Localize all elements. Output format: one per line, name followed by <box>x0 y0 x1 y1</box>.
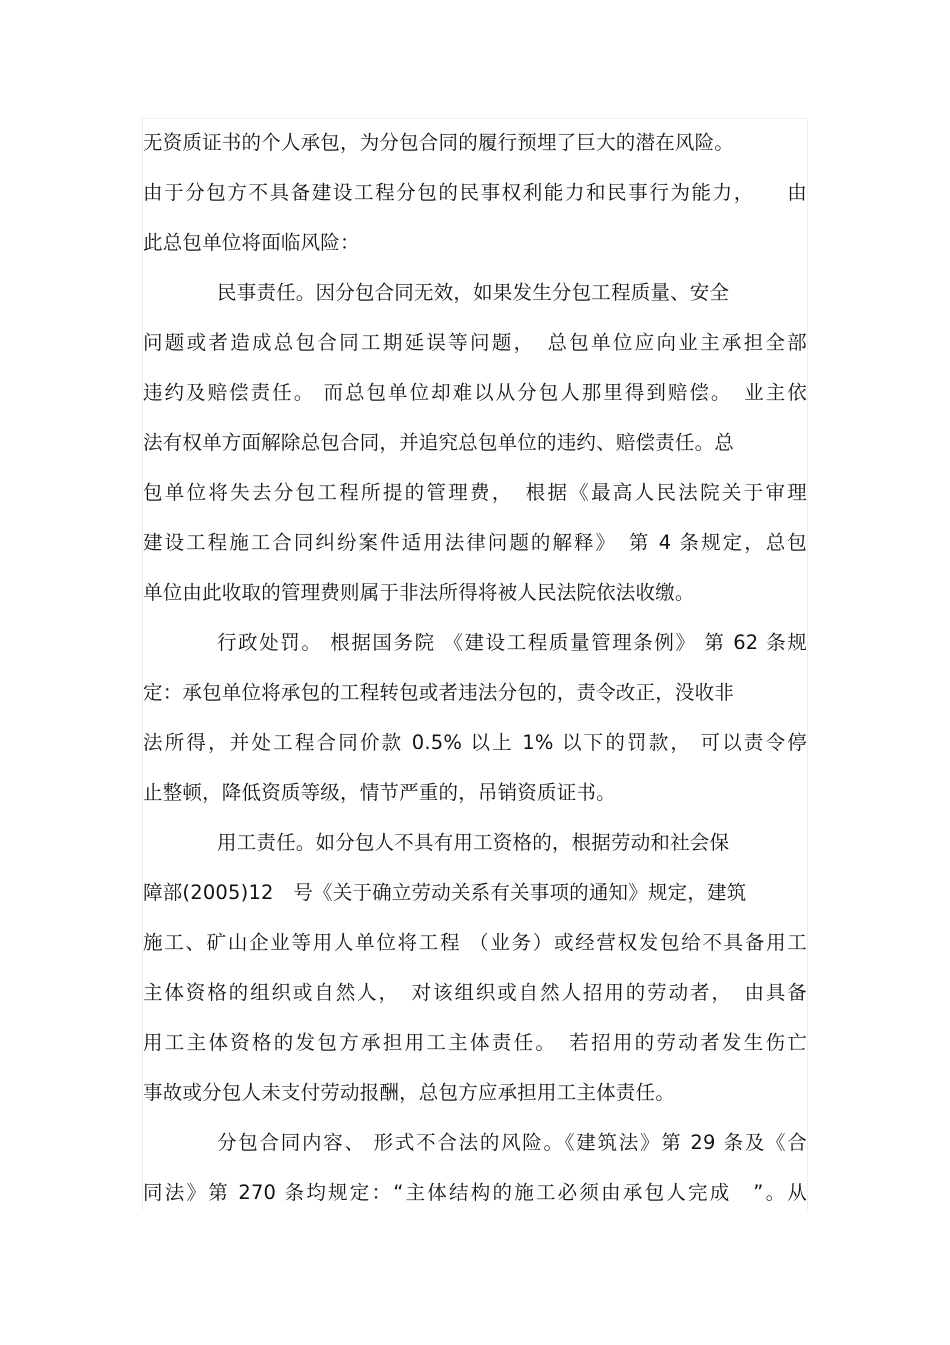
text-line-20: 事故或分包人未支付劳动报酬，总包方应承担用工主体责任。 <box>143 1081 675 1104</box>
text-line-10: 单位由此收取的管理费则属于非法所得将被人民法院依法收缴。 <box>143 581 695 604</box>
text-line-1: 无资质证书的个人承包，为分包合同的履行预埋了巨大的潜在风险。 <box>143 131 735 154</box>
text-line-17: 施工、矿山企业等用人单位将工程 （业务）或经营权发包给不具备用工 <box>143 931 807 954</box>
text-line-13: 法所得，并处工程合同价款 0.5% 以上 1% 以下的罚款， 可以责令停 <box>143 731 807 754</box>
text-line-16: 障部(2005)12 号《关于确立劳动关系有关事项的通知》规定，建筑 <box>143 881 747 904</box>
text-line-19: 用工主体资格的发包方承担用工主体责任。 若招用的劳动者发生伤亡 <box>143 1031 807 1054</box>
document-page <box>142 118 808 1210</box>
text-line-18: 主体资格的组织或自然人， 对该组织或自然人招用的劳动者， 由具备 <box>143 981 807 1004</box>
text-line-7: 法有权单方面解除总包合同，并追究总包单位的违约、赔偿责任。总 <box>143 431 735 454</box>
text-line-12: 定：承包单位将承包的工程转包或者违法分包的，责令改正，没收非 <box>143 681 735 704</box>
text-line-2: 由于分包方不具备建设工程分包的民事权利能力和民事行为能力， 由 <box>143 181 807 204</box>
text-line-6: 违约及赔偿责任。 而总包单位却难以从分包人那里得到赔偿。 业主依 <box>143 381 807 404</box>
text-line-5: 问题或者造成总包合同工期延误等问题， 总包单位应向业主承担全部 <box>143 331 807 354</box>
text-line-9: 建设工程施工合同纠纷案件适用法律问题的解释》 第 4 条规定，总包 <box>143 531 807 554</box>
text-line-4: 民事责任。因分包合同无效，如果发生分包工程质量、安全 <box>217 281 730 304</box>
text-line-3: 此总包单位将面临风险： <box>143 231 360 254</box>
text-line-8: 包单位将失去分包工程所提的管理费， 根据《最高人民法院关于审理 <box>143 481 807 504</box>
text-line-15: 用工责任。如分包人不具有用工资格的，根据劳动和社会保 <box>217 831 730 854</box>
text-line-11: 行政处罚。 根据国务院 《建设工程质量管理条例》 第 62 条规 <box>217 631 807 654</box>
text-line-21: 分包合同内容、 形式不合法的风险。《建筑法》第 29 条及《合 <box>217 1131 807 1154</box>
text-line-14: 止整顿，降低资质等级，情节严重的，吊销资质证书。 <box>143 781 616 804</box>
text-line-22: 同法》第 270 条均规定：“主体结构的施工必须由承包人完成 ”。从 <box>143 1181 807 1204</box>
